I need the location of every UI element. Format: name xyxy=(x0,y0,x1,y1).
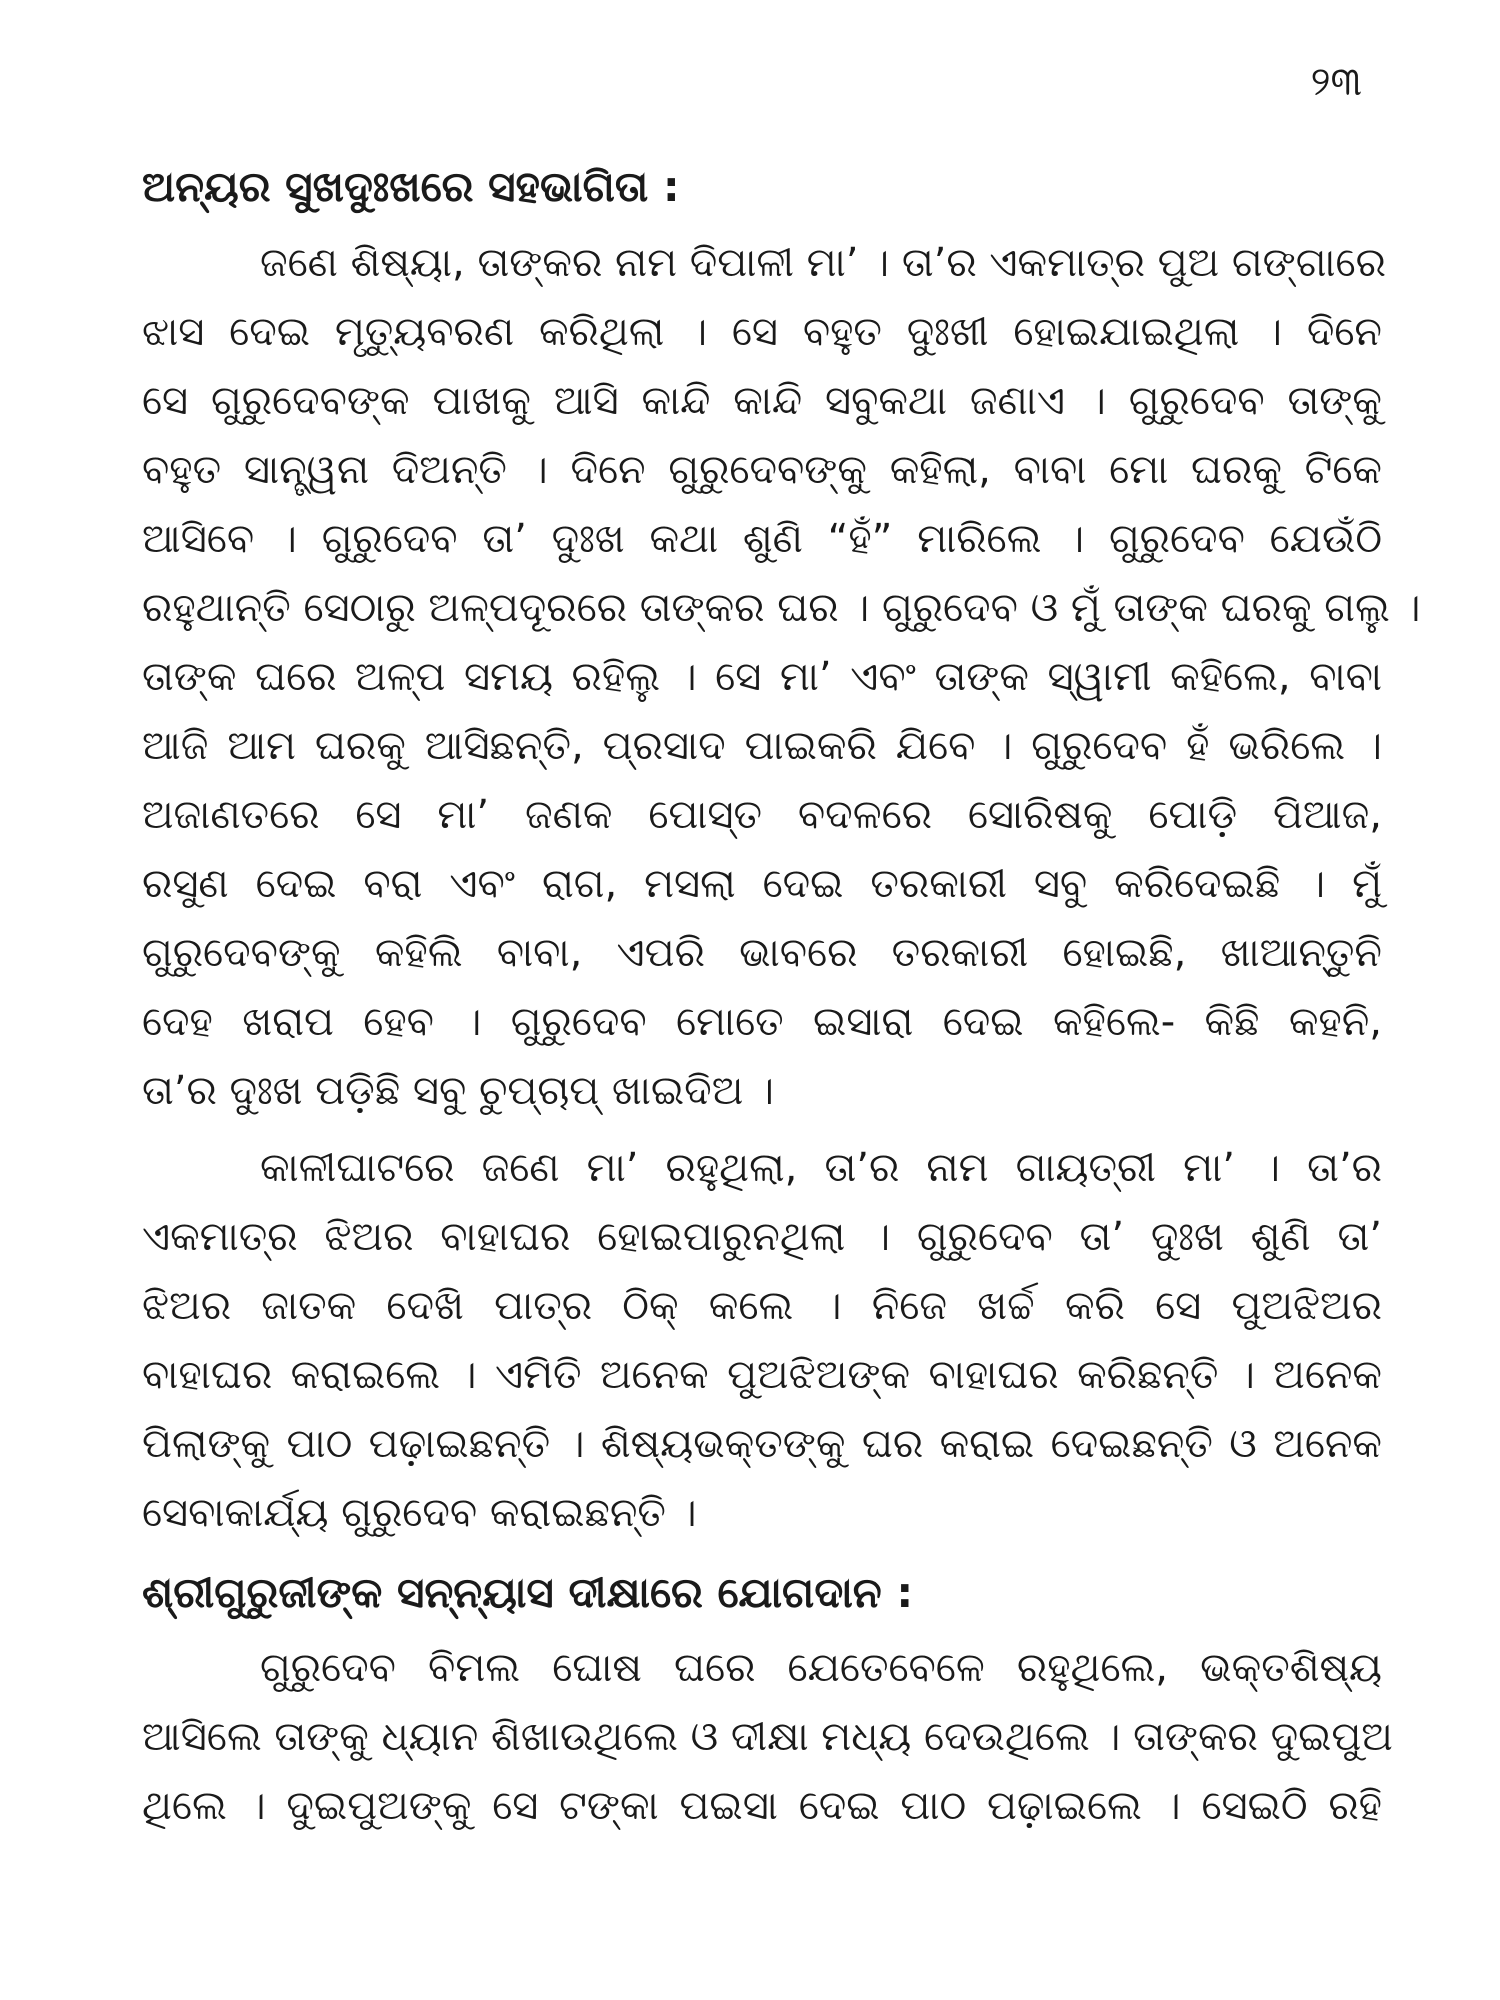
text-line: ବାହାଘର କରାଇଲେ । ଏମିତି ଅନେକ ପୁଅଝିଅଙ୍କ ବାହାଘର କରିଛନ୍ତି । ଅନେକ xyxy=(142,1351,1382,1398)
text-line: ଆସିଲେ ତାଙ୍କୁ ଧ୍ୟାନ ଶିଖାଉଥିଲେ ଓ ଦୀକ୍ଷା ମଧ୍ୟ ଦେଉଥିଲେ । ତାଙ୍କର ଦୁଇପୁଅ xyxy=(142,1714,1393,1761)
text-line: ଜଣେ ଶିଷ୍ୟା, ତାଙ୍କର ନାମ ଦିପାଳୀ ମା’ । ତା’ର ଏକମାତ୍ର ପୁଅ ଗଙ୍ଗାରେ xyxy=(260,239,1386,286)
paragraph xyxy=(142,1634,1393,1841)
text-line: ଗୁରୁଦେବଙ୍କୁ କହିଲି ବାବା, ଏପରି ଭାବରେ ତରକାରୀ ହୋଇଛି, ଖାଆନ୍ତୁନି xyxy=(142,929,1382,976)
text-line: ଆସିବେ । ଗୁରୁଦେବ ତା’ ଦୁଃଖ କଥା ଶୁଣି “ହଁ” ମାରିଲେ । ଗୁରୁଦେବ ଯେଉଁଠି xyxy=(142,515,1382,562)
text-line: ଅଜାଣତରେ ସେ ମା’ ଜଣକ ପୋସ୍ତ ବଦଳରେ ସୋରିଷକୁ ପୋଡ଼ି ପିଆଜ, xyxy=(142,791,1382,838)
text-line: ତା’ର ଦୁଃଖ ପଡ଼ିଛି ସବୁ ଚୁପ୍‌ଚାପ୍ ଖାଇଦିଅ । xyxy=(142,1067,774,1114)
text-line: ସେବାକାର୍ଯ୍ୟ ଗୁରୁଦେବ କରାଇଛନ୍ତି । xyxy=(142,1489,697,1536)
text-line: ଏକମାତ୍ର ଝିଅର ବାହାଘର ହୋଇପାରୁନଥିଲା । ଗୁରୁଦେବ ତା’ ଦୁଃଖ ଶୁଣି ତା’ xyxy=(142,1213,1382,1260)
page-content xyxy=(142,160,1421,1849)
text-line: ଆଜି ଆମ ଘରକୁ ଆସିଛନ୍ତି, ପ୍ରସାଦ ପାଇକରି ଯିବେ । ଗୁରୁଦେବ ହଁ ଭରିଲେ । xyxy=(142,722,1382,769)
text-line: ଥିଲେ । ଦୁଇପୁଅଙ୍କୁ ସେ ଟଙ୍କା ପଇସା ଦେଇ ପାଠ ପଢ଼ାଇଲେ । ସେଇଠି ରହି xyxy=(142,1783,1382,1830)
section-heading: ଶ୍ରୀଗୁରୁଜୀଙ୍କ ସନ୍ନ୍ୟାସ ଦୀକ୍ଷାରେ ଯୋଗଦାନ : xyxy=(142,1567,914,1617)
text-line: ଝିଅର ଜାତକ ଦେଖି ପାତ୍ର ଠିକ୍ କଲେ । ନିଜେ ଖର୍ଚ୍ଚ କରି ସେ ପୁଅଝିଅର xyxy=(142,1282,1382,1329)
text-line: ରସୁଣ ଦେଇ ବରା ଏବଂ ରାଗ, ମସଲା ଦେଇ ତରକାରୀ ସବୁ କରିଦେଇଛି । ମୁଁ xyxy=(142,860,1382,907)
text-line: ପିଲାଙ୍କୁ ପାଠ ପଢ଼ାଇଛନ୍ତି । ଶିଷ୍ୟଭକ୍ତଙ୍କୁ ଘର କରାଇ ଦେଇଛନ୍ତି ଓ ଅନେକ xyxy=(142,1420,1382,1467)
page-number: ୨୩ xyxy=(1310,59,1362,105)
text-line: ରହୁଥାନ୍ତି ସେଠାରୁ ଅଳ୍ପଦୂରରେ ତାଙ୍କର ଘର । ଗୁରୁଦେବ ଓ ମୁଁ ତାଙ୍କ ଘରକୁ ଗଲୁ । xyxy=(142,584,1421,631)
text-line: ଝାସ ଦେଇ ମୃତ୍ୟୁବରଣ କରିଥିଲା । ସେ ବହୁତ ଦୁଃଖୀ ହୋଇଯାଇଥିଲା । ଦିନେ xyxy=(142,308,1382,355)
text-line: ବହୁତ ସାନ୍ତ୍ୱନା ଦିଅନ୍ତି । ଦିନେ ଗୁରୁଦେବଙ୍କୁ କହିଲା, ବାବା ମୋ ଘରକୁ ଟିକେ xyxy=(142,446,1382,493)
text-line: ସେ ଗୁରୁଦେବଙ୍କ ପାଖକୁ ଆସି କାନ୍ଦି କାନ୍ଦି ସବୁକଥା ଜଣାଏ । ଗୁରୁଦେବ ତାଙ୍କୁ xyxy=(142,377,1382,424)
text-line: ଦେହ ଖରାପ ହେବ । ଗୁରୁଦେବ ମୋତେ ଇସାରା ଦେଇ କହିଲେ- କିଛି କହନି, xyxy=(142,998,1382,1045)
text-line: କାଳୀଘାଟରେ ଜଣେ ମା’ ରହୁଥିଲା, ତା’ର ନାମ ଗାୟତ୍ରୀ ମା’ । ତା’ର xyxy=(260,1144,1382,1191)
paragraph xyxy=(142,229,1421,1126)
paragraph xyxy=(142,1134,1382,1548)
text-line: ତାଙ୍କ ଘରେ ଅଳ୍ପ ସମୟ ରହିଲୁ । ସେ ମା’ ଏବଂ ତାଙ୍କ ସ୍ୱାମୀ କହିଲେ, ବାବା xyxy=(142,653,1382,700)
section-heading: ଅନ୍ୟର ସୁଖଦୁଃଖରେ ସହଭାଗିତା : xyxy=(142,162,680,211)
text-line: ଗୁରୁଦେବ ବିମଲ ଘୋଷ ଘରେ ଯେତେବେଳେ ରହୁଥିଲେ, ଭକ୍ତଶିଷ୍ୟ xyxy=(260,1645,1382,1692)
